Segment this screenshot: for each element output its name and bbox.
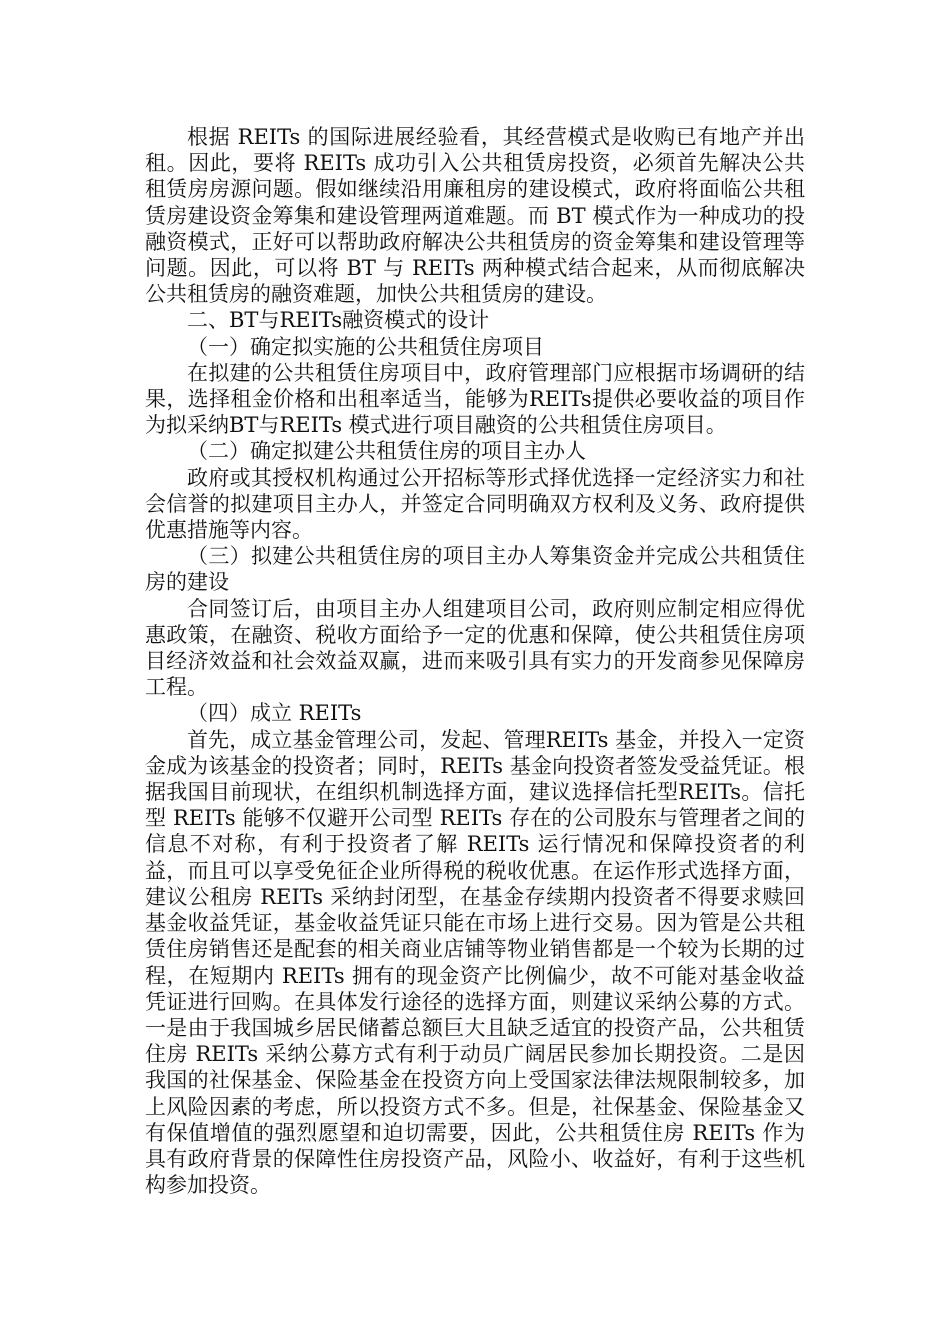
paragraph-reits-intro: 根据 REITs 的国际进展经验看，其经营模式是收购已有地产并出租。因此，要将 REITs 成功引入公共租赁房投资，必须首先解决公共租赁房房源问题。假如继续沿用廉租房的建设模式，政府将面临公共租赁房建设资金筹集和建设管理两道难题。而 BT 模式作为一种成功的投融资模式，正好可以帮助政府解决公共租赁房的资金筹集和建设管理等问题。因此，可以将 BT 与 REITs 两种模式结合起来，从而彻底解决公共租赁房的融资难题，加快公共租赁房的建设。 xyxy=(145,125,805,307)
paragraph-construction: 合同签订后，由项目主办人组建项目公司，政府则应制定相应得优惠政策，在融资、税收方面给予一定的优惠和保障，使公共租赁住房项目经济效益和社会效益双赢，进而来吸引具有实力的开发商参见保障房工程。 xyxy=(145,596,805,700)
document-body xyxy=(145,124,805,1198)
subheading-2: （二）确定拟建公共租赁住房的项目主办人 xyxy=(187,439,586,464)
subheading-3: （三）拟建公共租赁住房的项目主办人筹集资金并完成公共租赁住房的建设 xyxy=(145,544,805,595)
paragraph-project-selection: 在拟建的公共租赁住房项目中，政府管理部门应根据市场调研的结果，选择租金价格和出租率适当，能够为REITs提供必要收益的项目作为拟采纳BT与REITs 模式进行项目融资的公共租赁住房项目。 xyxy=(145,360,805,438)
paragraph-sponsor-selection: 政府或其授权机构通过公开招标等形式择优选择一定经济实力和社会信誉的拟建项目主办人，并签定合同明确双方权利及义务、政府提供优惠措施等内容。 xyxy=(145,465,805,543)
paragraph-establish-reits: 首先，成立基金管理公司，发起、管理REITs 基金，并投入一定资金成为该基金的投资者；同时，REITs 基金向投资者签发受益凭证。根据我国目前现状，在组织机制选择方面，建议选择信托型REITs。信托型 REITs 能够不仅避开公司型 REITs 存在的公司股东与管理者之间的信息不对称，有利于投资者了解 REITs 运行情况和保障投资者的利益，而且可以享受免征企业所得税的税收优惠。在运作形式选择方面，建议公租房 REITs 采纳封闭型，在基金存续期内投资者不得要求赎回基金收益凭证，基金收益凭证只能在市场上进行交易。因为管是公共租赁住房销售还是配套的相关商业店铺等物业销售都是一个较为长期的过程，在短期内 REITs 拥有的现金资产比例偏少，故不可能对基金收益凭证进行回购。在具体发行途径的选择方面，则建议采纳公募的方式。一是由于我国城乡居民储蓄总额巨大且缺乏适宜的投资产品，公共租赁住房 REITs 采纳公募方式有利于动员广阔居民参加长期投资。二是因我国的社保基金、保险基金在投资方向上受国家法律法规限制较多，加上风险因素的考虑，所以投资方式不多。但是，社保基金、保险基金又有保值增值的强烈愿望和迫切需要，因此，公共租赁住房 REITs 作为具有政府背景的保障性住房投资产品，风险小、收益好，有利于这些机构参加投资。 xyxy=(145,727,805,1198)
subheading-4: （四）成立 REITs xyxy=(187,701,362,726)
subheading-1: （一）确定拟实施的公共租赁住房项目 xyxy=(187,334,544,359)
section-heading-model-design: 二、BT与REITs融资模式的设计 xyxy=(187,308,490,333)
